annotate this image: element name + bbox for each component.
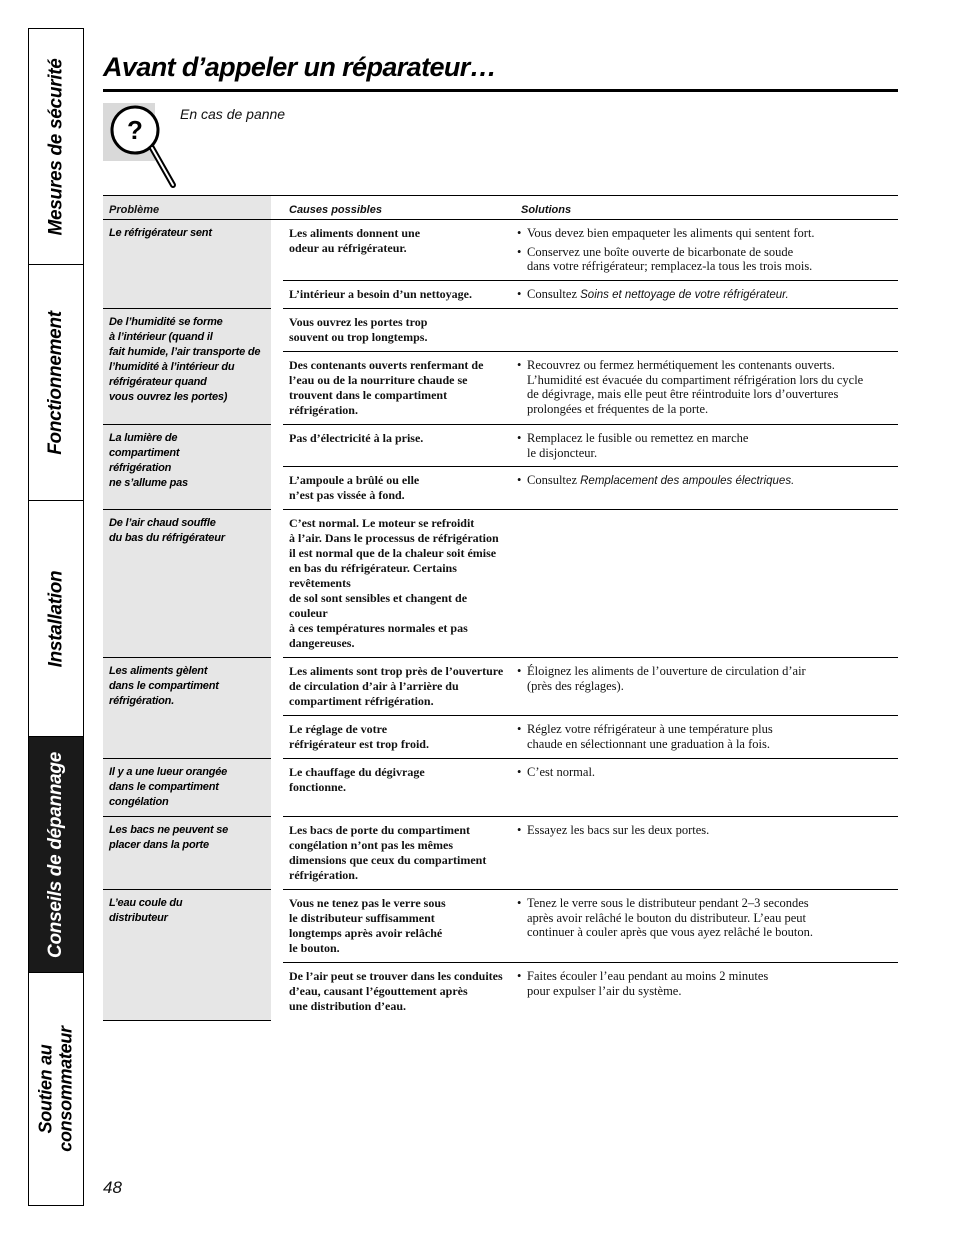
problem-cell: L’eau coule du distributeur [103, 890, 271, 1021]
tab-label: Mesures de sécurité [45, 58, 66, 235]
cause-cell: C’est normal. Le moteur se refroidit à l’air. Dans le processus de réfrigération il est normal que de la chaleur soit émise en bas du réfrigérateur. Certains revêtements de sol sont sensibles et changent de couleur à ces températures normales et pas dangereuses. [283, 510, 511, 658]
bullet-icon: • [517, 722, 522, 736]
column-gap [271, 309, 283, 425]
solution-item [517, 245, 892, 274]
solution-text-main: Tenez le verre sous le distributeur pendant 2–3 secondes après avoir relâché le bouton du distributeur. L’eau peut continuer à couler après que vous ayez relâché le bouton. [527, 896, 813, 939]
solution-cell [511, 716, 898, 759]
header-problem: Problème [103, 196, 271, 220]
solution-item [517, 823, 892, 838]
column-gap [271, 425, 283, 510]
section-reference-link[interactable]: Remplacement des ampoules électriques. [580, 475, 795, 487]
table-row [103, 510, 898, 658]
solution-cell [511, 817, 898, 890]
solution-cell [511, 658, 898, 716]
solution-text [527, 722, 773, 751]
subtitle: En cas de panne [180, 106, 286, 122]
table-row [103, 309, 898, 352]
solution-item [517, 226, 892, 241]
table-row [103, 890, 898, 963]
column-gap [271, 759, 283, 817]
solution-text-main: Essayez les bacs sur les deux portes. [527, 823, 710, 837]
solution-cell [511, 425, 898, 467]
problem-cell: La lumière de compartiment réfrigération ne s’allume pas [103, 425, 271, 510]
bullet-icon: • [517, 226, 522, 240]
cause-cell: Des contenants ouverts renfermant de l’eau ou de la nourriture chaude se trouvent dans le compartiment réfrigération. [283, 352, 511, 425]
tab-conseils-de-depannage[interactable] [29, 737, 83, 973]
solution-text [527, 358, 863, 416]
solution-cell [511, 890, 898, 963]
solution-item [517, 664, 892, 693]
bullet-icon: • [517, 473, 522, 487]
solution-item [517, 722, 892, 751]
table-row [103, 425, 898, 467]
solution-text-main: Faites écouler l’eau pendant au moins 2 minutes pour expulser l’air du système. [527, 969, 769, 998]
tab-mesures-de-securite[interactable] [29, 29, 83, 265]
solution-text [527, 431, 748, 460]
solution-text [527, 473, 794, 489]
tab-label: Conseils de dépannage [45, 751, 67, 958]
cause-cell: Les aliments donnent une odeur au réfrigérateur. [283, 220, 511, 281]
column-gap [271, 890, 283, 1021]
solution-text-main: Vous devez bien empaqueter les aliments qui sentent fort. [527, 226, 815, 240]
bullet-icon: • [517, 431, 522, 445]
column-gap [271, 220, 283, 309]
solution-item [517, 765, 892, 780]
solution-text [527, 765, 595, 780]
problem-cell: De l’air chaud souffle du bas du réfrigérateur [103, 510, 271, 658]
header-solutions: Solutions [511, 196, 898, 220]
solution-text [527, 226, 815, 241]
header-gap [271, 196, 283, 220]
tab-label [36, 1026, 76, 1151]
solution-text-main: Réglez votre réfrigérateur à une température plus chaude en sélectionnant une graduation à la fois. [527, 722, 773, 751]
tab-label-line1: Soutien au [36, 1044, 56, 1134]
solution-text-main: Consultez [527, 286, 581, 301]
solution-cell [511, 220, 898, 281]
solution-cell [511, 963, 898, 1021]
bullet-icon: • [517, 823, 522, 837]
cause-cell: L’intérieur a besoin d’un nettoyage. [283, 280, 511, 309]
solution-text [527, 896, 813, 940]
section-reference-link[interactable]: Soins et nettoyage de votre réfrigérateur. [580, 288, 789, 301]
table-row [103, 759, 898, 817]
solution-item [517, 896, 892, 940]
bullet-icon: • [517, 244, 522, 259]
solution-text [527, 823, 709, 838]
table-header-row [103, 196, 898, 220]
tab-label: Installation [45, 570, 67, 667]
cause-cell: Vous ne tenez pas le verre sous le distributeur suffisamment longtemps après avoir relâché le bouton. [283, 890, 511, 963]
cause-cell: Les bacs de porte du compartiment congélation n’ont pas les mêmes dimensions que ceux du compartiment réfrigération. [283, 817, 511, 890]
tab-soutien-au-consommateur[interactable] [29, 973, 83, 1205]
table-row [103, 817, 898, 890]
magnifier-question-icon [103, 103, 183, 191]
solution-text [527, 969, 768, 998]
solution-text-main: Éloignez les aliments de l’ouverture de circulation d’air (près des réglages). [527, 664, 806, 693]
cause-cell: De l’air peut se trouver dans les conduites d’eau, causant l’égouttement après une distribution d’eau. [289, 969, 503, 1013]
solution-text [527, 664, 806, 693]
svg-text:?: ? [127, 115, 143, 145]
page-title: Avant d’appeler un réparateur… [103, 52, 497, 82]
bullet-icon: • [517, 358, 522, 372]
solution-item [517, 473, 892, 489]
problem-cell: Les bacs ne peuvent se placer dans la porte [103, 817, 271, 890]
column-gap [271, 658, 283, 759]
problem-cell: Les aliments gèlent dans le compartiment réfrigération. [103, 658, 271, 759]
page-number: 48 [103, 1178, 122, 1197]
solution-text-main: Consultez [527, 473, 581, 487]
problem-cell: Le réfrigérateur sent [103, 220, 271, 309]
table-row [103, 658, 898, 716]
solution-item [517, 969, 892, 998]
bullet-icon: • [517, 969, 522, 983]
tab-label-line2: consommateur [56, 1026, 76, 1152]
column-gap [271, 510, 283, 658]
troubleshooting-table [103, 195, 898, 1021]
bullet-icon: • [517, 765, 522, 779]
bullet-icon: • [517, 286, 522, 301]
section-tabs [28, 28, 84, 1206]
cause-cell: Vous ouvrez les portes trop souvent ou trop longtemps. [283, 309, 511, 352]
solution-cell [511, 280, 898, 309]
solution-cell [511, 510, 898, 658]
solution-item [517, 431, 892, 460]
solution-text [527, 245, 812, 274]
cause-cell: Pas d’électricité à la prise. [283, 425, 511, 467]
cause-cell: L’ampoule a brûlé ou elle n’est pas vissée à fond. [283, 467, 511, 510]
table-row [103, 220, 898, 281]
solution-text-main: Conservez une boîte ouverte de bicarbonate de soude dans votre réfrigérateur; remplacez-la tous les trois mois. [527, 244, 813, 273]
title-divider [103, 89, 898, 92]
solution-cell [511, 352, 898, 425]
bullet-icon: • [517, 664, 522, 678]
solution-cell [511, 759, 898, 817]
bullet-icon: • [517, 896, 522, 910]
solution-text [527, 287, 789, 303]
solution-text-main: C’est normal. [527, 765, 596, 779]
tab-fonctionnement[interactable] [29, 265, 83, 501]
tab-installation[interactable] [29, 501, 83, 737]
solution-text-main: Remplacez le fusible ou remettez en marche le disjoncteur. [527, 431, 749, 460]
solution-item [517, 287, 892, 303]
cause-cell: Les aliments sont trop près de l’ouverture de circulation d’air à l’arrière du compartiment réfrigération. [283, 658, 511, 716]
cause-cell: Le réglage de votre réfrigérateur est trop froid. [283, 716, 511, 759]
solution-cell [511, 309, 898, 352]
solution-text-main: Recouvrez ou fermez hermétiquement les contenants ouverts. L’humidité est évacuée du compartiment réfrigération lors du cycle de dégivrage, mais elle peut être réintroduite lors d’ouvertures prolongées et fréquentes de la porte. [527, 358, 864, 416]
problem-cell: De l’humidité se forme à l’intérieur (quand il fait humide, l’air transporte de l’humidité à l’intérieur du réfrigérateur quand vous ouvrez les portes) [103, 309, 271, 425]
cause-cell: Le chauffage du dégivrage fonctionne. [283, 759, 511, 817]
header-causes: Causes possibles [283, 196, 511, 220]
solution-cell [511, 467, 898, 510]
column-gap [271, 817, 283, 890]
tab-label: Fonctionnement [45, 310, 67, 455]
problem-cell: Il y a une lueur orangée dans le compartiment congélation [103, 759, 271, 817]
solution-item [517, 358, 892, 416]
